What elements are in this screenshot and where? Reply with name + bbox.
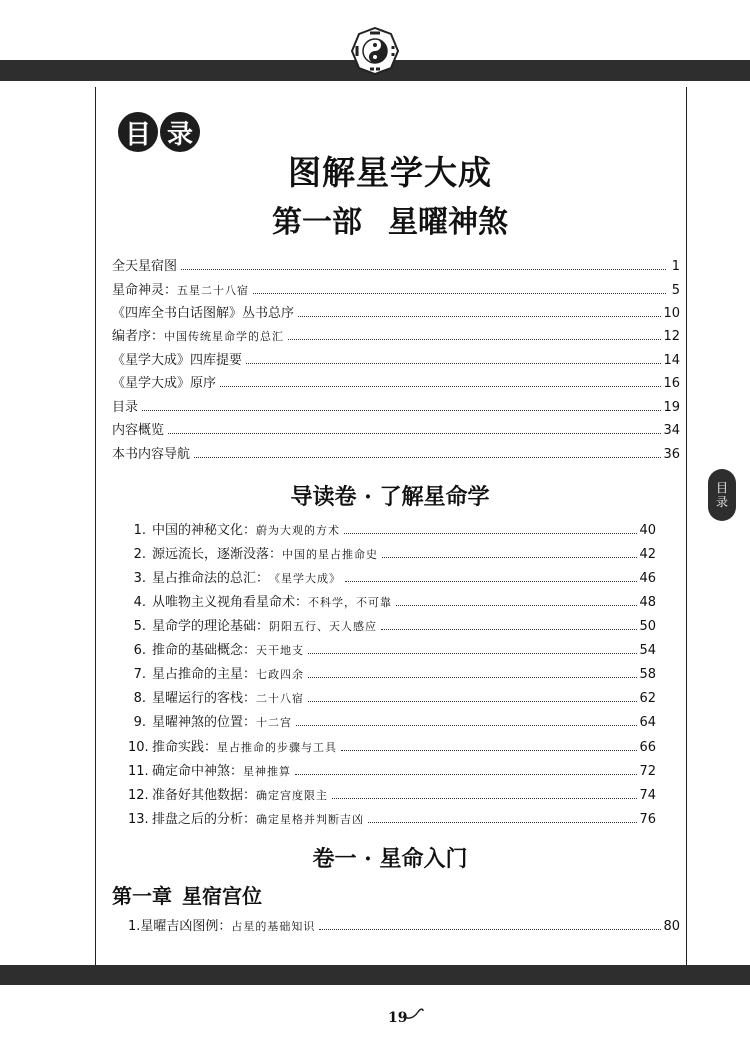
toc-entry-title: 本书内容导航 bbox=[112, 447, 191, 462]
toc-entry[interactable] bbox=[112, 252, 680, 274]
toc-entry-title: 中国的神秘文化： bbox=[152, 523, 257, 538]
dot-leader bbox=[396, 604, 637, 606]
toc-entry-number: 10. bbox=[128, 740, 149, 755]
dot-leader bbox=[381, 628, 637, 630]
toc-entry-subtitle: 十二宫 bbox=[256, 716, 293, 729]
toc-entry[interactable] bbox=[128, 612, 656, 634]
toc-entry-number: 1. bbox=[128, 919, 141, 934]
side-tab-char-1: 目 bbox=[715, 481, 728, 495]
bagua-yinyang-icon bbox=[351, 27, 399, 75]
toc-entry-page: 76 bbox=[639, 812, 656, 827]
toc-entry[interactable] bbox=[128, 540, 656, 562]
toc-entry-subtitle: 中国的星占推命史 bbox=[282, 548, 379, 561]
toc-entry-page: 54 bbox=[639, 643, 656, 658]
dot-leader bbox=[142, 409, 661, 411]
book-title: 图解星学大成 bbox=[288, 153, 492, 192]
toc-entry-subtitle: 占星的基础知识 bbox=[231, 920, 316, 933]
toc-entry-subtitle: 五星二十八宿 bbox=[177, 284, 250, 297]
toc-badge bbox=[118, 112, 200, 152]
part-label: 第一部 bbox=[272, 205, 362, 240]
toc-entry-page: 48 bbox=[639, 595, 656, 610]
toc-entry-page: 58 bbox=[639, 667, 656, 682]
toc-entry-title: 准备好其他数据： bbox=[152, 788, 257, 803]
toc-entry-page: 50 bbox=[639, 619, 656, 634]
toc-entry-page: 10 bbox=[663, 306, 680, 321]
toc-entry-page: 62 bbox=[639, 691, 656, 706]
dot-leader bbox=[308, 676, 637, 678]
dot-leader bbox=[298, 315, 661, 317]
toc-entry[interactable] bbox=[112, 393, 680, 415]
dot-leader bbox=[368, 821, 637, 823]
toc-entry-page: 34 bbox=[663, 423, 680, 438]
toc-entry-subtitle: 阴阳五行、天人感应 bbox=[269, 620, 378, 633]
toc-entry[interactable] bbox=[128, 757, 656, 779]
toc-entry[interactable] bbox=[112, 440, 680, 462]
toc-entry[interactable] bbox=[128, 564, 656, 586]
toc-badge-char-2: 录 bbox=[160, 112, 200, 152]
toc-entry-title: 《星学大成》原序 bbox=[112, 376, 217, 391]
toc-entry-number: 6. bbox=[133, 643, 146, 658]
toc-entry-title: 确定命中神煞： bbox=[152, 764, 244, 779]
toc-entry-page: 36 bbox=[663, 447, 680, 462]
toc-entry-subtitle: 天干地支 bbox=[256, 644, 305, 657]
toc-entry-number: 4. bbox=[133, 595, 146, 610]
toc-entry-subtitle: 不科学，不可靠 bbox=[308, 596, 393, 609]
toc-entry[interactable] bbox=[128, 684, 656, 706]
dot-leader bbox=[319, 928, 661, 930]
toc-badge-char-1: 目 bbox=[118, 112, 158, 152]
chapter-name: 星宿宫位 bbox=[182, 884, 262, 908]
toc-entry-number: 7. bbox=[133, 667, 146, 682]
swirl-ornament-icon bbox=[402, 1006, 424, 1020]
toc-entry-page: 42 bbox=[639, 547, 656, 562]
toc-entry-number: 5. bbox=[133, 619, 146, 634]
toc-entry-page: 40 bbox=[639, 523, 656, 538]
toc-entry-number: 2. bbox=[133, 547, 146, 562]
dot-leader bbox=[308, 700, 637, 702]
bottom-footer-bar bbox=[0, 965, 750, 985]
toc-entry-title: 编者序： bbox=[112, 329, 165, 344]
page-number: 19 bbox=[388, 1010, 408, 1026]
toc-entry-title: 排盘之后的分析： bbox=[152, 812, 257, 827]
section-heading-volume-one: 卷一 · 星命入门 bbox=[312, 846, 468, 872]
toc-entry-page: 19 bbox=[663, 400, 680, 415]
toc-entry-number: 3. bbox=[133, 571, 146, 586]
toc-entry-page: 64 bbox=[639, 715, 656, 730]
section-heading-intro: 导读卷 · 了解星命学 bbox=[290, 484, 490, 510]
toc-entry-subtitle: 蔚为大观的方术 bbox=[256, 524, 341, 537]
toc-entry-page: 74 bbox=[639, 788, 656, 803]
toc-entry-page: 12 bbox=[663, 329, 680, 344]
dot-leader bbox=[246, 362, 661, 364]
toc-entry[interactable] bbox=[112, 276, 680, 298]
part-title bbox=[95, 197, 685, 241]
toc-entry[interactable] bbox=[128, 781, 656, 803]
toc-entry[interactable] bbox=[128, 708, 656, 730]
part-name: 星曜神煞 bbox=[388, 205, 508, 240]
toc-entry-subtitle: 中国传统星命学的总汇 bbox=[164, 330, 285, 343]
toc-entry-page: 80 bbox=[663, 919, 680, 934]
toc-entry-title: 星曜神煞的位置： bbox=[152, 715, 257, 730]
dot-leader bbox=[288, 338, 661, 340]
toc-entry-number: 9. bbox=[133, 715, 146, 730]
toc-entry-page: 16 bbox=[663, 376, 680, 391]
toc-entry-number: 1. bbox=[133, 523, 146, 538]
dot-leader bbox=[296, 724, 637, 726]
toc-entry-number: 11. bbox=[128, 764, 149, 779]
toc-entry-subtitle: 星占推命的步骤与工具 bbox=[217, 741, 338, 754]
toc-entry-subtitle: 《星学大成》 bbox=[269, 572, 342, 585]
toc-entry-number: 12. bbox=[128, 788, 149, 803]
dot-leader bbox=[308, 652, 637, 654]
chapter-label: 第一章 bbox=[112, 884, 172, 908]
toc-entry[interactable] bbox=[128, 636, 656, 658]
toc-entry-title: 从唯物主义视角看星命术： bbox=[152, 595, 309, 610]
dot-leader bbox=[295, 773, 637, 775]
dot-leader bbox=[253, 292, 666, 294]
toc-entry-subtitle: 星神推算 bbox=[243, 765, 292, 778]
dot-leader bbox=[345, 580, 637, 582]
toc-entry-number: 8. bbox=[133, 691, 146, 706]
dot-leader bbox=[332, 797, 637, 799]
dot-leader bbox=[168, 432, 661, 434]
toc-entry-title: 星命学的理论基础： bbox=[152, 619, 270, 634]
toc-entry-title: 内容概览 bbox=[112, 423, 165, 438]
toc-entry[interactable] bbox=[112, 369, 680, 391]
toc-entry[interactable] bbox=[128, 912, 680, 934]
toc-entry-title: 星曜吉凶图例： bbox=[140, 919, 232, 934]
toc-entry-title: 《四库全书白话图解》丛书总序 bbox=[112, 306, 295, 321]
toc-entry-subtitle: 二十八宿 bbox=[256, 692, 305, 705]
toc-entry[interactable] bbox=[128, 588, 656, 610]
toc-entry-page: 72 bbox=[639, 764, 656, 779]
toc-entry-subtitle: 七政四余 bbox=[256, 668, 305, 681]
toc-entry-title: 全天星宿图 bbox=[112, 259, 178, 274]
toc-entry-number: 13. bbox=[128, 812, 149, 827]
toc-entry[interactable] bbox=[112, 416, 680, 438]
toc-entry-title: 《星学大成》四库提要 bbox=[112, 353, 243, 368]
toc-entry[interactable] bbox=[128, 516, 656, 538]
dot-leader bbox=[194, 456, 661, 458]
toc-entry-page: 66 bbox=[639, 740, 656, 755]
toc-entry-page: 14 bbox=[663, 353, 680, 368]
dot-leader bbox=[382, 556, 637, 558]
toc-entry-title: 星曜运行的客栈： bbox=[152, 691, 257, 706]
side-section-tab[interactable] bbox=[708, 469, 736, 521]
toc-entry[interactable] bbox=[128, 660, 656, 682]
toc-entry-title: 目录 bbox=[112, 400, 139, 415]
chapter-heading bbox=[112, 880, 262, 909]
toc-entry-page: 1 bbox=[671, 259, 680, 274]
toc-entry-page: 46 bbox=[639, 571, 656, 586]
toc-entry-subtitle: 确定宫度限主 bbox=[256, 789, 329, 802]
toc-entry-title: 星命神灵： bbox=[112, 283, 178, 298]
dot-leader bbox=[341, 749, 637, 751]
toc-entry[interactable] bbox=[128, 805, 656, 827]
side-tab-char-2: 录 bbox=[715, 495, 728, 509]
dot-leader bbox=[181, 268, 666, 270]
toc-entry[interactable] bbox=[128, 733, 656, 755]
toc-entry[interactable] bbox=[112, 322, 680, 344]
toc-entry[interactable] bbox=[112, 299, 680, 321]
toc-entry[interactable] bbox=[112, 346, 680, 368]
dot-leader bbox=[220, 385, 661, 387]
toc-entry-page: 5 bbox=[671, 283, 680, 298]
dot-leader bbox=[344, 532, 637, 534]
toc-entry-title: 源远流长，逐渐没落： bbox=[152, 547, 283, 562]
toc-entry-title: 推命的基础概念： bbox=[152, 643, 257, 658]
toc-entry-title: 星占推命的主星： bbox=[152, 667, 257, 682]
toc-entry-title: 星占推命法的总汇： bbox=[152, 571, 270, 586]
toc-entry-title: 推命实践： bbox=[152, 740, 218, 755]
toc-entry-subtitle: 确定星格并判断吉凶 bbox=[256, 813, 365, 826]
